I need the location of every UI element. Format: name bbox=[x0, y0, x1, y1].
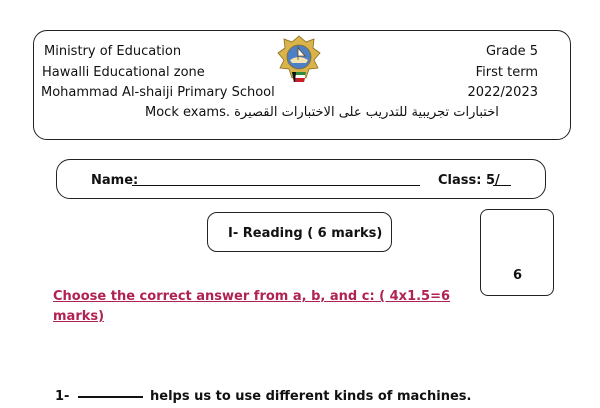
year-label: 2022/2023 bbox=[467, 85, 538, 100]
grade-label: Grade 5 bbox=[485, 44, 538, 59]
section-title: I- Reading ( 6 marks) bbox=[228, 226, 383, 241]
question-text: helps us to use different kinds of machines. bbox=[150, 389, 472, 404]
instruction-text: Choose the correct answer from a, b, and c: ( 4x1.5=6 marks) bbox=[53, 289, 451, 324]
answer-blank[interactable] bbox=[78, 396, 143, 398]
mock-arabic: اختبارات تجريبية للتدريب على الاختبارات القصيرة bbox=[234, 105, 499, 120]
question-number: 1- bbox=[55, 389, 70, 404]
ministry-label: Ministry of Education bbox=[44, 44, 182, 59]
name-label: Name: bbox=[91, 173, 139, 188]
score-value: 6 bbox=[513, 268, 523, 283]
school-label: Mohammad Al-shaiji Primary School bbox=[41, 85, 275, 100]
mock-line bbox=[145, 105, 499, 121]
mock-label: Mock exams. bbox=[145, 105, 230, 120]
class-label: Class: 5/ bbox=[438, 173, 500, 188]
name-blank[interactable] bbox=[132, 185, 420, 186]
zone-label: Hawalli Educational zone bbox=[42, 65, 205, 80]
term-label: First term bbox=[475, 65, 538, 80]
class-blank[interactable] bbox=[493, 185, 511, 186]
kuwait-emblem-logo bbox=[276, 34, 322, 86]
